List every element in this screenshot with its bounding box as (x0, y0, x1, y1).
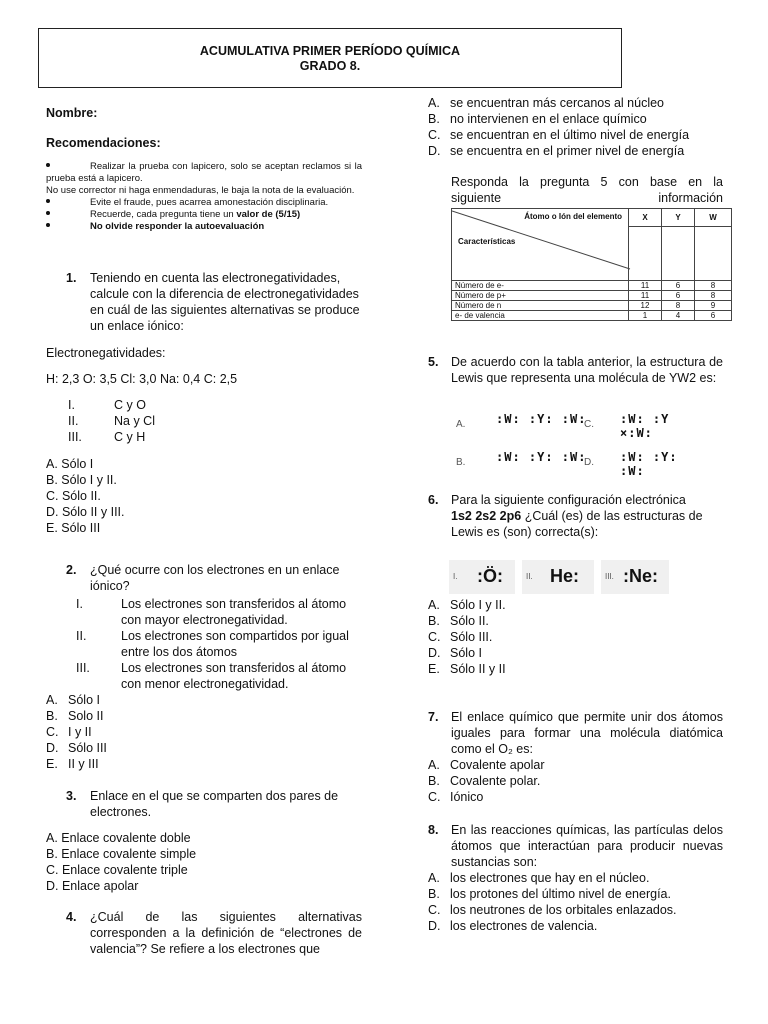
answer-option[interactable]: A. Sólo I (46, 693, 100, 707)
answer-option[interactable]: E. Sólo III (46, 521, 101, 535)
question-text: ¿Qué ocurre con los electrones en un enlace iónico? (90, 563, 340, 593)
bullet-icon (46, 199, 50, 203)
lewis-options (456, 408, 706, 478)
lewis-option-a[interactable]: A. (456, 419, 466, 430)
lewis-structure-d: :W: :Y: :W: (620, 450, 678, 478)
col-header: Y (662, 209, 695, 227)
electronegativities-values: H: 2,3 O: 3,5 Cl: 3,0 Na: 0,4 C: 2,5 (46, 372, 238, 386)
question-number: 2. (66, 563, 77, 577)
recommendations-list (46, 161, 362, 233)
row-label: Número de e- (452, 281, 629, 291)
question-text: De acuerdo con la tabla anterior, la estructura de Lewis que representa una molécula de YW2 es: (451, 355, 723, 385)
table-intro: Responda la pregunta 5 con base en la siguiente información (451, 175, 723, 205)
rec-item: No use corrector ni haga enmendaduras, le baja la nota de la evaluación. (46, 185, 355, 196)
elements-table: Átomo o Ión del elemento Características X Y W Número de e- 11 6 8 Número de p+ 11 6 8 Número de n 12 8 9 e- de valencia 1 4 6 (451, 208, 732, 321)
roman-item: II. Na y Cl (68, 414, 155, 428)
q6-options (428, 597, 506, 677)
answer-option[interactable]: B. Covalente polar. (428, 774, 541, 788)
lewis-option-b[interactable]: B. (456, 457, 466, 468)
table-title: Átomo o Ión del elemento (524, 212, 622, 221)
question-number: 3. (66, 789, 77, 803)
rec-item: Evite el fraude, pues acarrea amonestación disciplinaria. (46, 197, 362, 209)
answer-option[interactable]: C. se encuentran en el último nivel de energía (428, 128, 690, 142)
lewis-structure-c: :W: :Y ×:W: (620, 412, 670, 440)
exam-header (38, 28, 622, 88)
q4-options (428, 95, 728, 159)
rec-item: No olvide responder la autoevaluación (46, 221, 362, 233)
answer-option[interactable]: D. los electrones de valencia. (428, 919, 598, 933)
roman-item: III. Los electrones son transferidos al átomo con menor electronegatividad. (76, 661, 347, 691)
answer-option[interactable]: C. I y II (46, 725, 92, 739)
answer-option[interactable]: D. Sólo III (46, 741, 107, 755)
roman-item: I. Los electrones son transferidos al átomo con mayor electronegatividad. (76, 597, 347, 627)
question-3 (66, 788, 362, 820)
table-corner (452, 209, 629, 281)
answer-option[interactable]: B. Enlace covalente simple (46, 847, 197, 861)
answer-option[interactable]: A. Enlace covalente doble (46, 831, 191, 845)
recomendaciones-label: Recomendaciones: (46, 136, 161, 150)
question-text: El enlace químico que permite unir dos átomos iguales para formar una molécula diatómica como el O₂ es: (451, 710, 723, 756)
answer-option[interactable]: D. se encuentra en el primer nivel de energía (428, 144, 685, 158)
question-text: En las reacciones químicas, las partículas delos átomos que interactúan para producir nuevas sustancias son: (451, 823, 723, 869)
roman-item: I. C y O (68, 398, 146, 412)
rec-item: Realizar la prueba con lapicero, solo se aceptan reclamos si la prueba está a lapicero. (46, 161, 362, 184)
answer-option[interactable]: A. se encuentran más cercanos al núcleo (428, 96, 665, 110)
question-8 (428, 822, 723, 870)
answer-option[interactable]: C. los neutrones de los orbitales enlazados. (428, 903, 677, 917)
rec-item: Recuerde, cada pregunta tiene un valor de (5/15) (46, 209, 362, 221)
answer-option[interactable]: A. Sólo I y II. (428, 598, 506, 612)
question-text: ¿Cuál de las siguientes alternativas corresponden a la definición de “electrones de valencia”? Se refiere a los electrones que (90, 910, 362, 956)
lewis-structures-row (449, 560, 717, 596)
q3-options (46, 830, 196, 894)
answer-option[interactable]: D. Enlace apolar (46, 879, 139, 893)
question-number: 4. (66, 910, 77, 924)
lewis-option-d[interactable]: D. (584, 457, 594, 468)
roman-item: III. C y H (68, 430, 146, 444)
exam-grade: GRADO 8. (299, 59, 361, 73)
q7-options (428, 757, 545, 805)
lewis-option-c[interactable]: C. (584, 419, 594, 430)
roman-item: II. Los electrones son compartidos por igual entre los dos átomos (76, 629, 349, 659)
row-label: Número de p+ (452, 291, 629, 301)
question-5 (428, 354, 723, 386)
electron-configuration: 1s2 2s2 2p6 (451, 509, 522, 523)
exam-title: ACUMULATIVA PRIMER PERÍODO QUÍMICA (199, 44, 461, 58)
question-1 (66, 270, 362, 334)
question-number: 8. (428, 823, 439, 837)
question-6 (428, 492, 723, 540)
question-text: Para la siguiente configuración electrónica 1s2 2s2 2p6 ¿Cuál (es) de las estructuras de Lewis es (son) correcta(s): (451, 493, 703, 539)
lewis-structure-a: :W: :Y: :W: (496, 412, 587, 426)
col-header: X (629, 209, 662, 227)
answer-option[interactable]: B. no intervienen en el enlace químico (428, 112, 647, 126)
structure-ii: II. He: (522, 560, 594, 594)
structure-iii: III. :Ne: (601, 560, 669, 594)
question-7 (428, 709, 723, 757)
answer-option[interactable]: A. Sólo I (46, 457, 94, 471)
answer-option[interactable]: B. Sólo II. (428, 614, 489, 628)
answer-option[interactable]: B. Sólo I y II. (46, 473, 117, 487)
answer-option[interactable]: D. Sólo I (428, 646, 482, 660)
lewis-structure-b: :W: :Y: :W: (496, 450, 587, 464)
question-2 (66, 562, 362, 594)
answer-option[interactable]: E. II y III (46, 757, 99, 771)
q8-options (428, 870, 677, 934)
answer-option[interactable]: C. Enlace covalente triple (46, 863, 188, 877)
answer-option[interactable]: C. Iónico (428, 790, 484, 804)
answer-option[interactable]: A. los electrones que hay en el núcleo. (428, 871, 650, 885)
table-corner-label: Características (458, 237, 516, 246)
answer-option[interactable]: E. Sólo II y II (428, 662, 506, 676)
question-4 (66, 909, 362, 957)
answer-option[interactable]: B. Solo II (46, 709, 104, 723)
answer-option[interactable]: C. Sólo III. (428, 630, 493, 644)
q2-options (46, 692, 107, 772)
q1-options (46, 456, 125, 536)
question-number: 6. (428, 493, 439, 507)
answer-option[interactable]: C. Sólo II. (46, 489, 101, 503)
question-number: 1. (66, 271, 77, 285)
row-label: e- de valencia (452, 311, 629, 321)
question-text: Teniendo en cuenta las electronegatividades, calcule con la diferencia de electronegatividades en cuál de las siguientes alternativas se produce un enlace iónico: (90, 271, 360, 333)
q2-romans (76, 596, 362, 692)
structure-i: I. :Ö: (449, 560, 515, 594)
answer-option[interactable]: D. Sólo II y III. (46, 505, 125, 519)
bullet-icon (46, 223, 50, 227)
q1-romans (68, 397, 155, 445)
electronegativities-label: Electronegatividades: (46, 346, 166, 360)
bullet-icon (46, 163, 50, 167)
bullet-icon (46, 211, 50, 215)
answer-option[interactable]: B. los protones del último nivel de energía. (428, 887, 671, 901)
row-label: Número de n (452, 301, 629, 311)
question-number: 7. (428, 710, 439, 724)
question-text: Enlace en el que se comparten dos pares de electrones. (90, 789, 339, 819)
nombre-label: Nombre: (46, 106, 98, 120)
question-number: 5. (428, 355, 439, 369)
col-header: W (695, 209, 732, 227)
answer-option[interactable]: A. Covalente apolar (428, 758, 545, 772)
